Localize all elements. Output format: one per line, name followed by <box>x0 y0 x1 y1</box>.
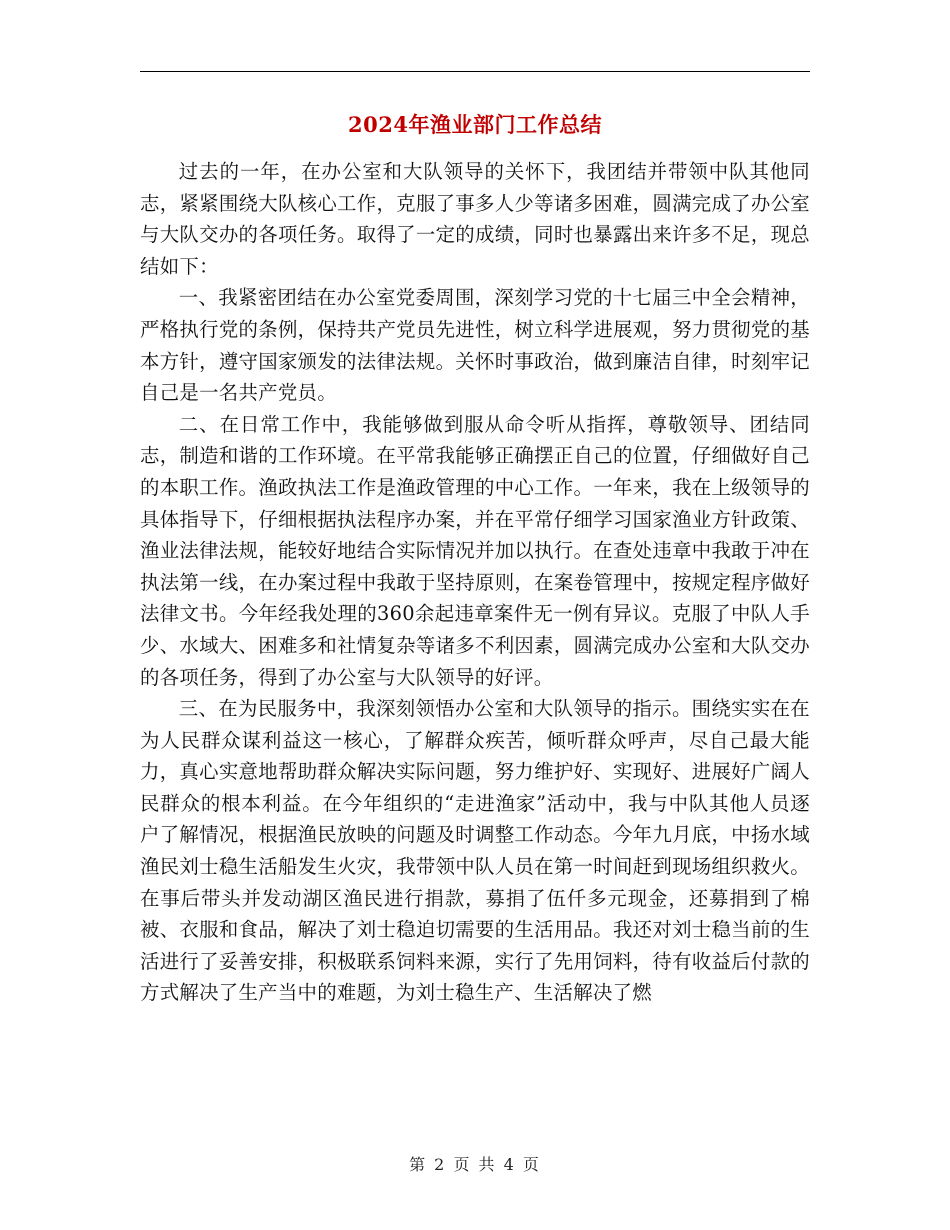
paragraph-intro: 过去的一年，在办公室和大队领导的关怀下，我团结并带领中队其他同志，紧紧围绕大队核心工作，克服了事多人少等诸多困难，圆满完成了办公室与大队交办的各项任务。取得了一定的成绩，同时也暴露出来许多不足，现总结如下： <box>140 160 810 278</box>
paragraph-section-2: 二、在日常工作中，我能够做到服从命令听从指挥，尊敬领导、团结同志，制造和谐的工作环境。在平常我能够正确摆正自己的位置，仔细做好自己的本职工作。渔政执法工作是渔政管理的中心工作。一年来，我在上级领导的具体指导下，仔细根据执法程序办案，并在平常仔细学习国家渔业方针政策、渔业法律法规，能较好地结合实际情况并加以执行。在查处违章中我敢于冲在执法第一线，在办案过程中我敢于坚持原则，在案卷管理中，按规定程序做好法律文书。今年经我处理的360余起违章案件无一例有异议。克服了中队人手少、水域大、困难多和社情复杂等诸多不利因素，圆满完成办公室和大队交办的各项任务，得到了办公室与大队领导的好评。 <box>140 412 810 689</box>
paragraph-section-3: 三、在为民服务中，我深刻领悟办公室和大队领导的指示。围绕实实在在为人民群众谋利益这一核心，了解群众疾苦，倾听群众呼声，尽自己最大能力，真心实意地帮助群众解决实际问题，努力维护好、实现好、进展好广阔人民群众的根本利益。在今年组织的“走进渔家”活动中，我与中队其他人员逐户了解情况，根据渔民放映的问题及时调整工作动态。今年九月底，中扬水域渔民刘士稳生活船发生火灾，我带领中队人员在第一时间赶到现场组织救火。在事后带头并发动湖区渔民进行捐款，募捐了伍仟多元现金，还募捐到了棉被、衣服和食品，解决了刘士稳迫切需要的生活用品。我还对刘士稳当前的生活进行了妥善安排，积极联系饲料来源，实行了先用饲料，待有收益后付款的方式解决了生产当中的难题，为刘士稳生产、生活解决了燃 <box>140 697 810 1005</box>
document-body <box>140 156 810 1009</box>
document-page <box>140 108 810 1009</box>
header-rule <box>140 71 810 72</box>
document-title: 2024年渔业部门工作总结 <box>348 112 602 137</box>
paragraph-section-1: 一、我紧密团结在办公室党委周围，深刻学习党的十七届三中全会精神，严格执行党的条例，保持共产党员先进性，树立科学进展观，努力贯彻党的基本方针，遵守国家颁发的法律法规。关怀时事政治，做到廉洁自律，时刻牢记自己是一名共产党员。 <box>140 286 810 405</box>
page-number-footer: 第 2 页 共 4 页 <box>409 1155 541 1174</box>
